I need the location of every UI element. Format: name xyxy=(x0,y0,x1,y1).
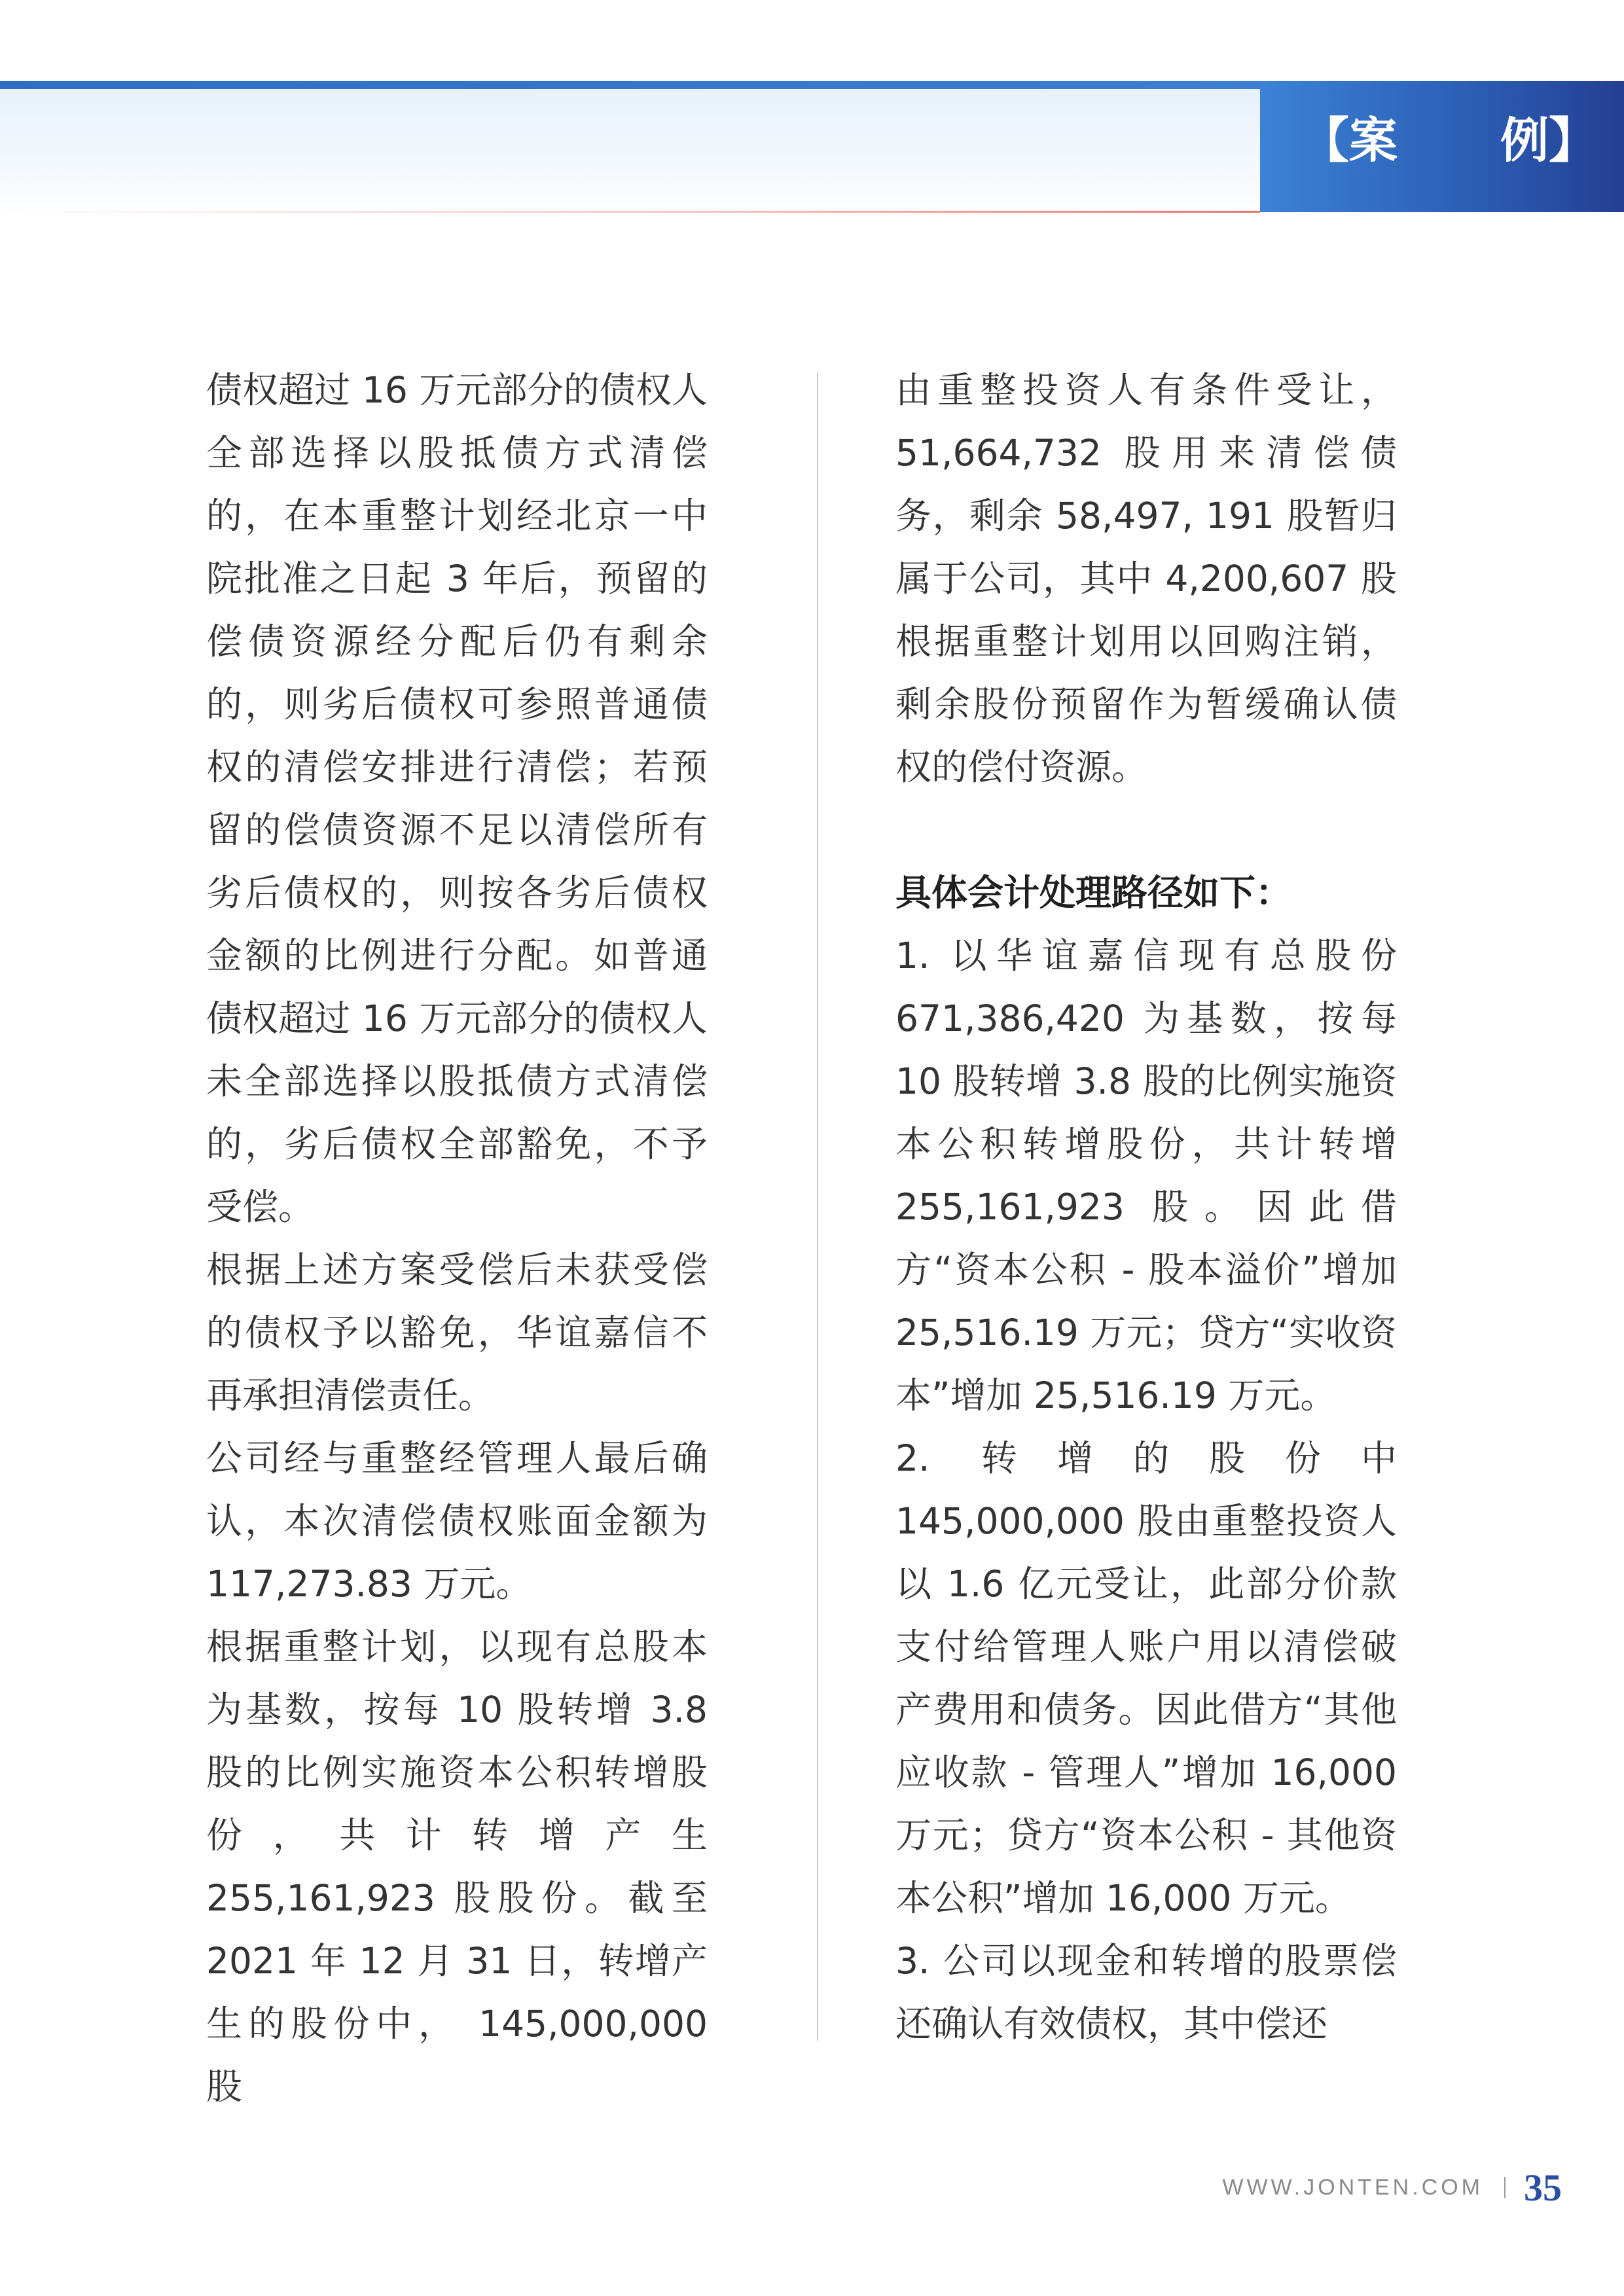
page-number: 35 xyxy=(1524,2166,1562,2209)
website-link[interactable]: WWW.JONTEN.COM xyxy=(1222,2174,1483,2200)
body-paragraph: 由重整投资人有条件受让，51,664,732 股用来清偿债务，剩余 58,497, 191 股暂归属于公司，其中 4,200,607 股根据重整计划用以回购注销，剩余股份预留作为暂缓确认债权的偿付资源。 xyxy=(895,369,1397,788)
list-item: 1. 以华谊嘉信现有总股份 671,386,420 为基数，按每 10 股转增 3.8 股的比例实施资本公积转增股份，共计转增 255,161,923 股。因此借方“资本公积 - 股本溢价”增加 25,516.19 万元；贷方“实收资本”增加 25,516.19 万元。 xyxy=(895,935,1397,1416)
header-accent-line xyxy=(0,81,1260,89)
column-divider xyxy=(817,372,818,2041)
header-band xyxy=(0,89,1260,212)
body-paragraph: 公司经与重整经管理人最后确认，本次清偿债权账面金额为 117,273.83 万元。 xyxy=(206,1437,708,1605)
section-heading: 具体会计处理路径如下： xyxy=(895,872,1292,914)
right-column xyxy=(895,359,1397,2055)
case-tab-label-close: 例】 xyxy=(1500,113,1597,169)
left-column xyxy=(206,359,708,2118)
list-item: 3. 公司以现金和转增的股票偿还确认有效债权，其中偿还 xyxy=(895,1940,1397,2045)
page-footer xyxy=(1222,2161,1562,2214)
list-item: 2. 转增的股份中 145,000,000 股由重整投资人以 1.6 亿元受让，此部分价款支付给管理人账户用以清偿破产费用和债务。因此借方“其他应收款 - 管理人”增加 16,000 万元；贷方“资本公积 - 其他资本公积”增加 16,000 万元。 xyxy=(895,1437,1397,1919)
body-paragraph: 根据上述方案受偿后未获受偿的债权予以豁免，华谊嘉信不再承担清偿责任。 xyxy=(206,1249,708,1416)
header-red-rule xyxy=(0,211,1260,213)
body-paragraph: 根据重整计划，以现有总股本为基数，按每 10 股转增 3.8 股的比例实施资本公积转增股份，共计转增产生 255,161,923 股股份。截至 2021 年 12 月 31 日，转增产生的股份中， 145,000,000 股 xyxy=(206,1626,708,2108)
body-paragraph: 债权超过 16 万元部分的债权人全部选择以股抵债方式清偿的，在本重整计划经北京一中院批准之日起 3 年后，预留的偿债资源经分配后仍有剩余的，则劣后债权可参照普通债权的清偿安排进行清偿；若预留的偿债资源不足以清偿所有劣后债权的，则按各劣后债权金额的比例进行分配。如普通债权超过 16 万元部分的债权人未全部选择以股抵债方式清偿的，劣后债权全部豁免，不予受偿。 xyxy=(206,369,708,1228)
footer-separator xyxy=(1504,2177,1506,2198)
case-section-tab xyxy=(1260,81,1624,212)
case-tab-label-open: 【案 xyxy=(1301,113,1398,169)
